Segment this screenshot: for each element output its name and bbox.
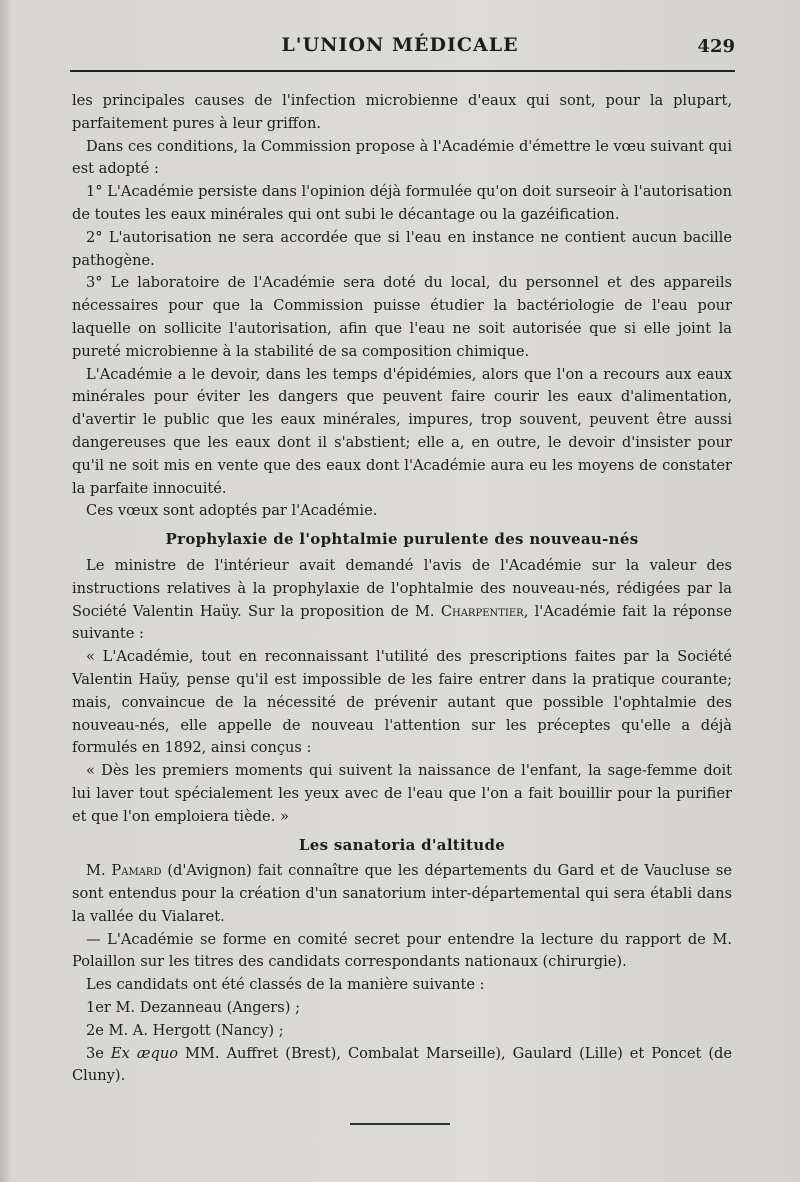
paragraph: 1° L'Académie persiste dans l'opinion déjà formulée qu'on doit surseoir à l'autorisation de toutes les eaux minérales qui ont subi le décantage ou la gazéification. bbox=[72, 183, 732, 223]
page-body bbox=[72, 90, 732, 1088]
text-span: MM. Auffret (Brest), Combalat Marseille), Gaulard (Lille) et Poncet (de Cluny). bbox=[72, 1044, 732, 1085]
page-number: 429 bbox=[697, 36, 735, 57]
header-rule bbox=[70, 70, 735, 72]
person-name: M. Pamard bbox=[86, 862, 162, 880]
text-span: , l'Académie fait la réponse suivante : bbox=[72, 602, 732, 643]
text-span: (d'Avignon) fait connaître que les départements du Gard et de Vaucluse se sont entendus pour la création d'un sanatorium inter-départemental qui sera établi dans la vallée du Vialaret. bbox=[72, 862, 732, 925]
paragraph: — L'Académie se forme en comité secret pour entendre la lecture du rapport de M. Polaillon sur les titres des candidats correspondants nationaux (chirurgie). bbox=[72, 930, 732, 971]
section-heading: Les sanatoria d'altitude bbox=[298, 835, 506, 854]
page-header bbox=[0, 30, 800, 70]
paragraph: Les candidats ont été classés de la manière suivante : bbox=[86, 976, 485, 994]
paragraph bbox=[72, 860, 732, 928]
text-span: Le ministre de l'intérieur avait demandé l'avis de l'Académie sur la valeur des instructions relatives à la prophylaxie de l'ophtalmie des nouveau-nés, rédigées par la Société Valentin Haüy. Sur la proposition de M. bbox=[72, 556, 732, 620]
paragraph: « Dès les premiers moments qui suivent la naissance de l'enfant, la sage-femme doit lui laver tout spécialement les yeux avec de l'eau que l'on a fait bouillir pour la purifier et que l'on emploiera tiède. » bbox=[72, 762, 732, 825]
paragraph: L'Académie a le devoir, dans les temps d'épidémies, alors que l'on a recours aux eaux minérales pour éviter les dangers que peuvent faire courir les eaux d'alimentation, d'avertir le public que les eaux minérales, impures, trop souvent, peuvent être aussi dangereuses que les eaux dont il s'abstient; elle a, en outre, le devoir d'insister pour qu'il ne soit mis en vente que des eaux dont l'Académie aura eu les moyens de constater la parfaite innocuité. bbox=[72, 365, 732, 497]
paragraph: « L'Académie, tout en reconnaissant l'utilité des prescriptions faites par la Société Valentin Haüy, pense qu'il est impossible de les faire entrer dans la pratique courante; mais, convaincue de la nécessité de prévenir autant que possible l'ophtalmie des nouveau-nés, elle appelle de nouveau l'attention sur les préceptes qu'elle a déjà formulés en 1892, ainsi conçus : bbox=[72, 648, 732, 757]
paragraph: 2° L'autorisation ne sera accordée que si l'eau en instance ne contient aucun bacille pathogène. bbox=[72, 228, 732, 269]
list-item bbox=[72, 1043, 732, 1089]
paragraph: Ces vœux sont adoptés par l'Académie. bbox=[86, 502, 378, 520]
paragraph bbox=[72, 555, 732, 646]
footer-rule bbox=[350, 1123, 450, 1125]
section-heading: Prophylaxie de l'ophtalmie purulente des nouveau-nés bbox=[165, 530, 639, 549]
paragraph: 3° Le laboratoire de l'Académie sera doté du local, du personnel et des appareils nécessaires pour que la Commission puisse étudier la bactériologie de l'eau pour laquelle on sollicite l'autorisation, afin que l'eau ne soit autorisée que si elle joint la pureté microbienne à la stabilité de sa composition chimique. bbox=[72, 274, 732, 360]
list-item: 1er M. Dezanneau (Angers) ; bbox=[86, 999, 300, 1017]
paragraph: Dans ces conditions, la Commission propose à l'Académie d'émettre le vœu suivant qui est adopté : bbox=[72, 137, 732, 178]
list-item: 2e M. A. Hergott (Nancy) ; bbox=[86, 1021, 284, 1039]
person-name: Charpentier bbox=[440, 602, 524, 620]
text-span: 3e bbox=[86, 1044, 111, 1062]
italic-text: Ex æquo bbox=[110, 1044, 179, 1062]
running-title: L'UNION MÉDICALE bbox=[281, 34, 519, 56]
paragraph: les principales causes de l'infection microbienne d'eaux qui sont, pour la plupart, parfaitement pures à leur griffon. bbox=[72, 92, 732, 132]
